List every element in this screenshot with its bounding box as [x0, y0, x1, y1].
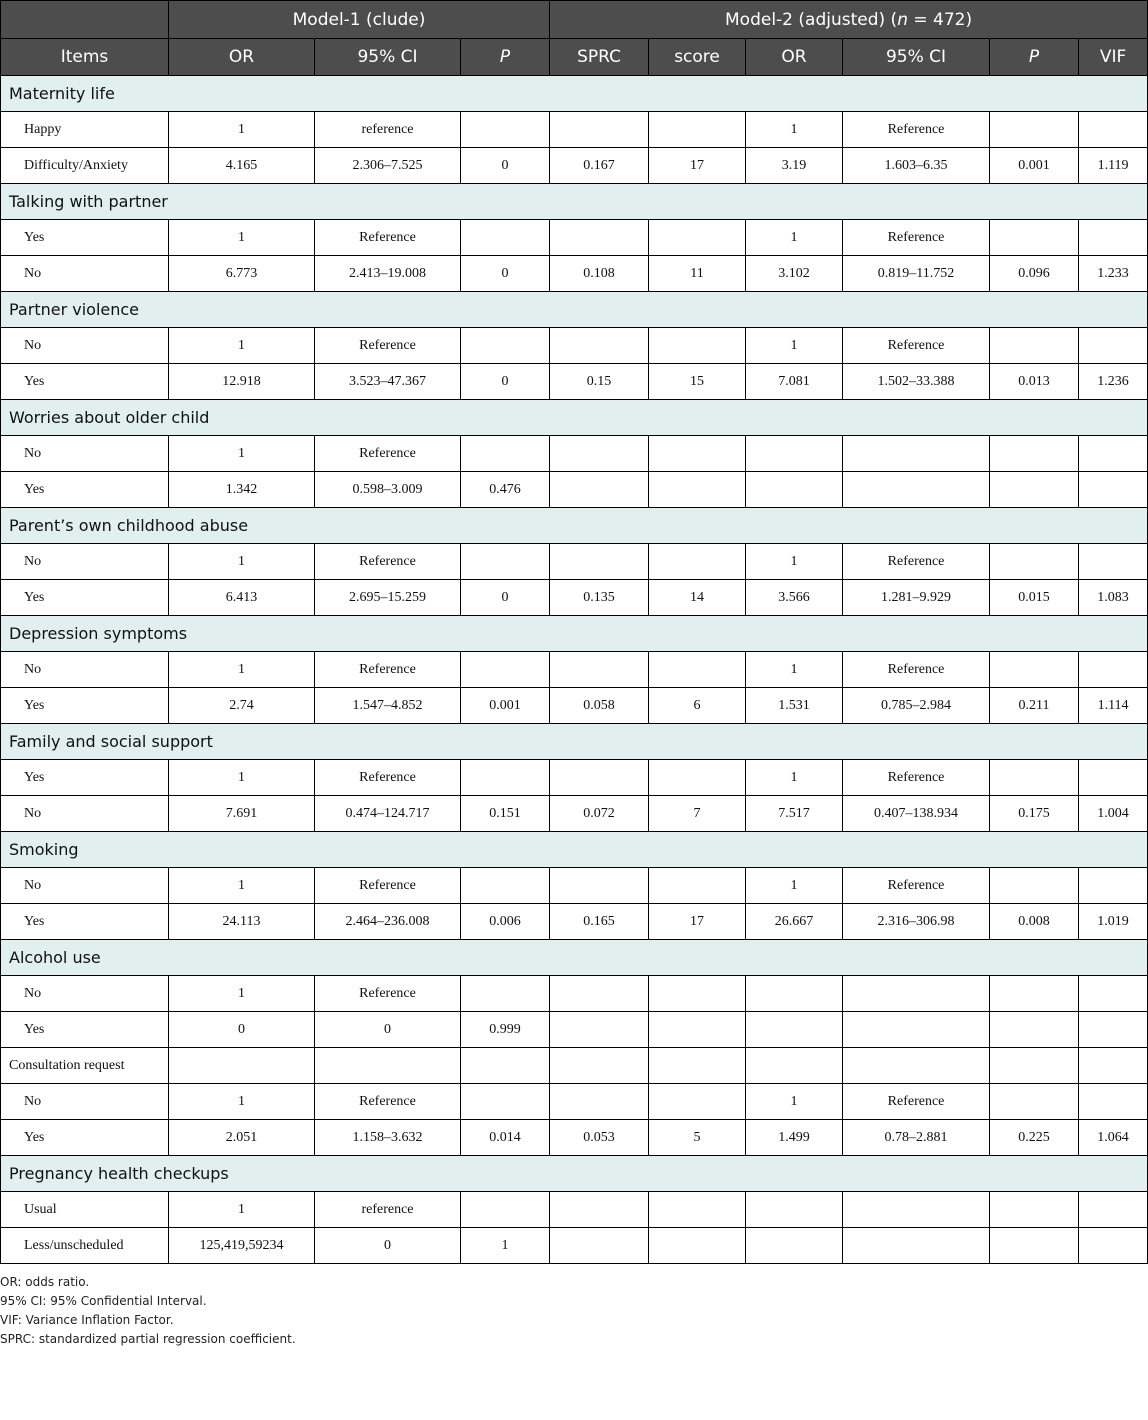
data-cell: 0.001: [990, 148, 1079, 184]
data-cell: 2.74: [169, 688, 315, 724]
model2-header-n: n: [897, 9, 908, 30]
section-row: [1, 400, 1148, 436]
row-label-cell: No: [1, 796, 169, 832]
data-cell: 0.211: [990, 688, 1079, 724]
data-cell: Reference: [315, 436, 461, 472]
table-row: [1, 904, 1148, 940]
data-cell: [315, 1048, 461, 1084]
data-cell: [461, 868, 550, 904]
row-label-cell: No: [1, 1084, 169, 1120]
data-cell: [550, 868, 649, 904]
data-cell: 17: [649, 904, 746, 940]
data-cell: [649, 652, 746, 688]
data-cell: 0.058: [550, 688, 649, 724]
row-label-cell: Yes: [1, 472, 169, 508]
data-cell: 1: [746, 652, 843, 688]
data-cell: 0.476: [461, 472, 550, 508]
data-cell: [1079, 1012, 1148, 1048]
data-cell: [1079, 472, 1148, 508]
data-cell: [649, 544, 746, 580]
data-cell: 1: [169, 544, 315, 580]
row-label-cell: Less/unscheduled: [1, 1228, 169, 1264]
row-label-cell: Yes: [1, 1012, 169, 1048]
data-cell: 7.691: [169, 796, 315, 832]
data-cell: [843, 436, 990, 472]
data-cell: [550, 436, 649, 472]
section-row: [1, 940, 1148, 976]
table-row: [1, 1012, 1148, 1048]
data-cell: 6.773: [169, 256, 315, 292]
footnote: VIF: Variance Inflation Factor.: [0, 1313, 174, 1327]
data-cell: [843, 1012, 990, 1048]
data-cell: [990, 976, 1079, 1012]
data-cell: [1079, 112, 1148, 148]
data-cell: 0: [169, 1012, 315, 1048]
data-cell: 0.598–3.009: [315, 472, 461, 508]
data-cell: 0.001: [461, 688, 550, 724]
col-header-or: OR: [169, 39, 315, 76]
data-cell: 0.135: [550, 580, 649, 616]
table-row: [1, 1120, 1148, 1156]
data-cell: reference: [315, 112, 461, 148]
group-header-row: [1, 1, 1148, 39]
data-cell: Reference: [843, 868, 990, 904]
row-label-cell: No: [1, 544, 169, 580]
col-header-p: P: [461, 39, 550, 76]
data-cell: [746, 1228, 843, 1264]
row-label-cell: No: [1, 328, 169, 364]
data-cell: 1.114: [1079, 688, 1148, 724]
data-cell: [550, 1192, 649, 1228]
data-cell: [550, 1228, 649, 1264]
data-cell: 17: [649, 148, 746, 184]
row-label-cell: Yes: [1, 1120, 169, 1156]
data-cell: 26.667: [746, 904, 843, 940]
data-cell: 1: [169, 1192, 315, 1228]
data-cell: [746, 976, 843, 1012]
data-cell: [649, 1084, 746, 1120]
data-cell: 0.015: [990, 580, 1079, 616]
data-cell: [746, 436, 843, 472]
section-row: [1, 616, 1148, 652]
table-row: [1, 472, 1148, 508]
row-label-cell: Usual: [1, 1192, 169, 1228]
data-cell: 0.819–11.752: [843, 256, 990, 292]
data-cell: [990, 760, 1079, 796]
data-cell: [550, 220, 649, 256]
data-cell: Reference: [843, 652, 990, 688]
data-cell: Reference: [315, 760, 461, 796]
data-cell: 1: [746, 760, 843, 796]
data-cell: 0.474–124.717: [315, 796, 461, 832]
table-row: [1, 652, 1148, 688]
data-cell: [550, 1012, 649, 1048]
data-cell: 1.083: [1079, 580, 1148, 616]
model2-header: [550, 1, 1148, 39]
data-cell: 1: [169, 868, 315, 904]
col-header-items: Items: [1, 39, 169, 76]
table-row: [1, 580, 1148, 616]
data-cell: [843, 976, 990, 1012]
data-cell: 1: [746, 328, 843, 364]
section-title: Maternity life: [1, 76, 1148, 112]
col-header-score: score: [649, 39, 746, 76]
row-label-cell: No: [1, 652, 169, 688]
column-header-row: [1, 39, 1148, 76]
section-row: [1, 832, 1148, 868]
table-footnotes: [0, 1273, 1148, 1349]
data-cell: [843, 1228, 990, 1264]
model1-header: Model-1 (clude): [169, 1, 550, 39]
data-cell: [1079, 760, 1148, 796]
col-header-or-adjusted: OR: [746, 39, 843, 76]
header-blank-cell: [1, 1, 169, 39]
section-title: Alcohol use: [1, 940, 1148, 976]
table-row: [1, 328, 1148, 364]
data-cell: 1: [169, 220, 315, 256]
data-cell: [461, 436, 550, 472]
data-cell: [990, 652, 1079, 688]
data-cell: 0: [315, 1012, 461, 1048]
data-cell: 0.053: [550, 1120, 649, 1156]
data-cell: Reference: [843, 544, 990, 580]
section-title: Worries about older child: [1, 400, 1148, 436]
table-row: [1, 1228, 1148, 1264]
data-cell: 0.175: [990, 796, 1079, 832]
data-cell: [746, 1012, 843, 1048]
table-row: [1, 436, 1148, 472]
data-cell: 2.413–19.008: [315, 256, 461, 292]
data-cell: [169, 1048, 315, 1084]
data-cell: Reference: [315, 1084, 461, 1120]
data-cell: Reference: [843, 112, 990, 148]
data-cell: 1: [169, 112, 315, 148]
data-cell: 2.316–306.98: [843, 904, 990, 940]
data-cell: 0.167: [550, 148, 649, 184]
data-cell: 0.15: [550, 364, 649, 400]
data-cell: [990, 328, 1079, 364]
row-label-cell: No: [1, 256, 169, 292]
data-cell: [990, 112, 1079, 148]
table-row: [1, 868, 1148, 904]
subsection-title: Consultation request: [1, 1048, 169, 1084]
data-cell: [550, 112, 649, 148]
data-cell: 1: [169, 328, 315, 364]
data-cell: 1: [746, 544, 843, 580]
table-row: [1, 796, 1148, 832]
table-row: [1, 1084, 1148, 1120]
data-cell: 7: [649, 796, 746, 832]
section-title: Family and social support: [1, 724, 1148, 760]
data-cell: [649, 328, 746, 364]
data-cell: 0.78–2.881: [843, 1120, 990, 1156]
data-cell: [1079, 1192, 1148, 1228]
data-cell: [550, 760, 649, 796]
data-cell: Reference: [843, 220, 990, 256]
section-title: Partner violence: [1, 292, 1148, 328]
data-cell: 0: [461, 256, 550, 292]
data-cell: [649, 760, 746, 796]
data-cell: 1.603–6.35: [843, 148, 990, 184]
data-cell: [461, 544, 550, 580]
data-cell: 0.151: [461, 796, 550, 832]
col-header-p-adjusted: P: [990, 39, 1079, 76]
data-cell: 1: [746, 220, 843, 256]
section-row: [1, 76, 1148, 112]
data-cell: Reference: [315, 328, 461, 364]
data-cell: 1: [169, 760, 315, 796]
data-cell: [461, 760, 550, 796]
data-cell: [843, 472, 990, 508]
data-cell: [746, 1192, 843, 1228]
data-cell: [990, 1012, 1079, 1048]
data-cell: 7.081: [746, 364, 843, 400]
data-cell: Reference: [315, 220, 461, 256]
row-label-cell: Yes: [1, 364, 169, 400]
data-cell: [550, 472, 649, 508]
row-label-cell: No: [1, 976, 169, 1012]
data-cell: [1079, 220, 1148, 256]
data-cell: [843, 1048, 990, 1084]
data-cell: Reference: [315, 976, 461, 1012]
data-cell: [461, 112, 550, 148]
data-cell: Reference: [843, 1084, 990, 1120]
row-label-cell: No: [1, 868, 169, 904]
data-cell: [461, 1048, 550, 1084]
table-row: [1, 760, 1148, 796]
row-label-cell: Yes: [1, 688, 169, 724]
data-cell: [461, 328, 550, 364]
section-row: [1, 1156, 1148, 1192]
data-cell: [1079, 1084, 1148, 1120]
data-cell: [649, 1012, 746, 1048]
data-cell: 14: [649, 580, 746, 616]
section-title: Pregnancy health checkups: [1, 1156, 1148, 1192]
data-cell: 15: [649, 364, 746, 400]
data-cell: 2.695–15.259: [315, 580, 461, 616]
data-cell: [990, 436, 1079, 472]
row-label-cell: Yes: [1, 760, 169, 796]
data-cell: 7.517: [746, 796, 843, 832]
data-cell: 0.006: [461, 904, 550, 940]
data-cell: 1.342: [169, 472, 315, 508]
data-cell: [1079, 1048, 1148, 1084]
row-label-cell: Yes: [1, 580, 169, 616]
data-cell: 0.999: [461, 1012, 550, 1048]
table-row: [1, 148, 1148, 184]
data-cell: [461, 220, 550, 256]
data-cell: 0.008: [990, 904, 1079, 940]
data-cell: 5: [649, 1120, 746, 1156]
data-cell: 0: [461, 148, 550, 184]
data-cell: [1079, 976, 1148, 1012]
data-cell: [550, 1048, 649, 1084]
data-cell: [990, 220, 1079, 256]
row-label-cell: Happy: [1, 112, 169, 148]
data-cell: Reference: [315, 868, 461, 904]
data-cell: 1.233: [1079, 256, 1148, 292]
col-header-sprc: SPRC: [550, 39, 649, 76]
data-cell: [550, 1084, 649, 1120]
data-cell: [990, 1228, 1079, 1264]
data-cell: [843, 1192, 990, 1228]
data-cell: 1.531: [746, 688, 843, 724]
subsection-row: [1, 1048, 1148, 1084]
section-title: Parent’s own childhood abuse: [1, 508, 1148, 544]
col-header-ci: 95% CI: [315, 39, 461, 76]
data-cell: [649, 1048, 746, 1084]
data-cell: 1.119: [1079, 148, 1148, 184]
data-cell: 1.281–9.929: [843, 580, 990, 616]
data-cell: 1.499: [746, 1120, 843, 1156]
data-cell: [550, 976, 649, 1012]
data-cell: [550, 544, 649, 580]
data-cell: 4.165: [169, 148, 315, 184]
data-cell: 0.014: [461, 1120, 550, 1156]
table-row: [1, 688, 1148, 724]
data-cell: [990, 1192, 1079, 1228]
model2-header-prefix: Model-2 (adjusted) (: [725, 9, 898, 30]
data-cell: 0.785–2.984: [843, 688, 990, 724]
data-cell: [1079, 652, 1148, 688]
data-cell: [990, 868, 1079, 904]
model2-header-suffix: = 472): [907, 9, 973, 30]
data-cell: [461, 1192, 550, 1228]
data-cell: 3.566: [746, 580, 843, 616]
data-cell: [649, 1192, 746, 1228]
data-cell: 1.502–33.388: [843, 364, 990, 400]
data-cell: [461, 652, 550, 688]
data-cell: 12.918: [169, 364, 315, 400]
table-row: [1, 976, 1148, 1012]
data-cell: 0.225: [990, 1120, 1079, 1156]
table-row: [1, 544, 1148, 580]
data-cell: 0.072: [550, 796, 649, 832]
data-cell: [990, 472, 1079, 508]
data-cell: [461, 1084, 550, 1120]
data-cell: [649, 1228, 746, 1264]
data-cell: 1.158–3.632: [315, 1120, 461, 1156]
data-cell: 0.407–138.934: [843, 796, 990, 832]
data-cell: 0.165: [550, 904, 649, 940]
data-cell: 1.064: [1079, 1120, 1148, 1156]
data-cell: 3.19: [746, 148, 843, 184]
section-title: Smoking: [1, 832, 1148, 868]
row-label-cell: Yes: [1, 904, 169, 940]
table-row: [1, 364, 1148, 400]
data-cell: [1079, 328, 1148, 364]
data-cell: Reference: [315, 544, 461, 580]
data-cell: 1: [169, 976, 315, 1012]
section-row: [1, 508, 1148, 544]
data-cell: 1: [169, 652, 315, 688]
data-cell: [649, 472, 746, 508]
section-row: [1, 292, 1148, 328]
data-cell: [649, 112, 746, 148]
data-cell: 2.051: [169, 1120, 315, 1156]
section-title: Talking with partner: [1, 184, 1148, 220]
row-label-cell: Difficulty/Anxiety: [1, 148, 169, 184]
col-header-ci-adjusted: 95% CI: [843, 39, 990, 76]
section-title: Depression symptoms: [1, 616, 1148, 652]
data-cell: [1079, 1228, 1148, 1264]
row-label-cell: No: [1, 436, 169, 472]
section-row: [1, 724, 1148, 760]
data-cell: [990, 1048, 1079, 1084]
data-cell: 1: [746, 112, 843, 148]
data-cell: 1.236: [1079, 364, 1148, 400]
footnote: SPRC: standardized partial regression coefficient.: [0, 1332, 296, 1346]
data-cell: 1.004: [1079, 796, 1148, 832]
data-cell: 1.019: [1079, 904, 1148, 940]
data-cell: 2.306–7.525: [315, 148, 461, 184]
footnote: OR: odds ratio.: [0, 1275, 90, 1289]
data-cell: [550, 328, 649, 364]
data-cell: [649, 976, 746, 1012]
data-cell: 6.413: [169, 580, 315, 616]
table-row: [1, 112, 1148, 148]
data-cell: [746, 1048, 843, 1084]
col-header-vif: VIF: [1079, 39, 1148, 76]
data-cell: 6: [649, 688, 746, 724]
data-cell: 0: [315, 1228, 461, 1264]
row-label-cell: Yes: [1, 220, 169, 256]
table-body: [1, 76, 1148, 1264]
data-cell: 1: [746, 868, 843, 904]
data-cell: reference: [315, 1192, 461, 1228]
data-cell: 1: [746, 1084, 843, 1120]
data-cell: [1079, 868, 1148, 904]
data-cell: 2.464–236.008: [315, 904, 461, 940]
data-cell: 0.096: [990, 256, 1079, 292]
data-cell: Reference: [315, 652, 461, 688]
data-cell: 3.523–47.367: [315, 364, 461, 400]
data-cell: [649, 436, 746, 472]
data-cell: [746, 472, 843, 508]
footnote: 95% CI: 95% Confidential Interval.: [0, 1294, 207, 1308]
data-cell: 1: [461, 1228, 550, 1264]
data-cell: 0.108: [550, 256, 649, 292]
data-cell: Reference: [843, 760, 990, 796]
data-cell: [649, 868, 746, 904]
table-row: [1, 220, 1148, 256]
data-cell: 11: [649, 256, 746, 292]
data-cell: [550, 652, 649, 688]
data-cell: Reference: [843, 328, 990, 364]
data-cell: 1: [169, 436, 315, 472]
data-cell: [461, 976, 550, 1012]
data-cell: 1: [169, 1084, 315, 1120]
data-cell: [990, 544, 1079, 580]
section-row: [1, 184, 1148, 220]
table-row: [1, 256, 1148, 292]
data-cell: 0: [461, 580, 550, 616]
data-cell: [1079, 544, 1148, 580]
data-cell: [1079, 436, 1148, 472]
data-cell: [649, 220, 746, 256]
data-cell: 0: [461, 364, 550, 400]
data-cell: 1.547–4.852: [315, 688, 461, 724]
data-cell: [990, 1084, 1079, 1120]
data-cell: 125,419,59234: [169, 1228, 315, 1264]
data-cell: 0.013: [990, 364, 1079, 400]
data-cell: 24.113: [169, 904, 315, 940]
data-cell: 3.102: [746, 256, 843, 292]
table-row: [1, 1192, 1148, 1228]
